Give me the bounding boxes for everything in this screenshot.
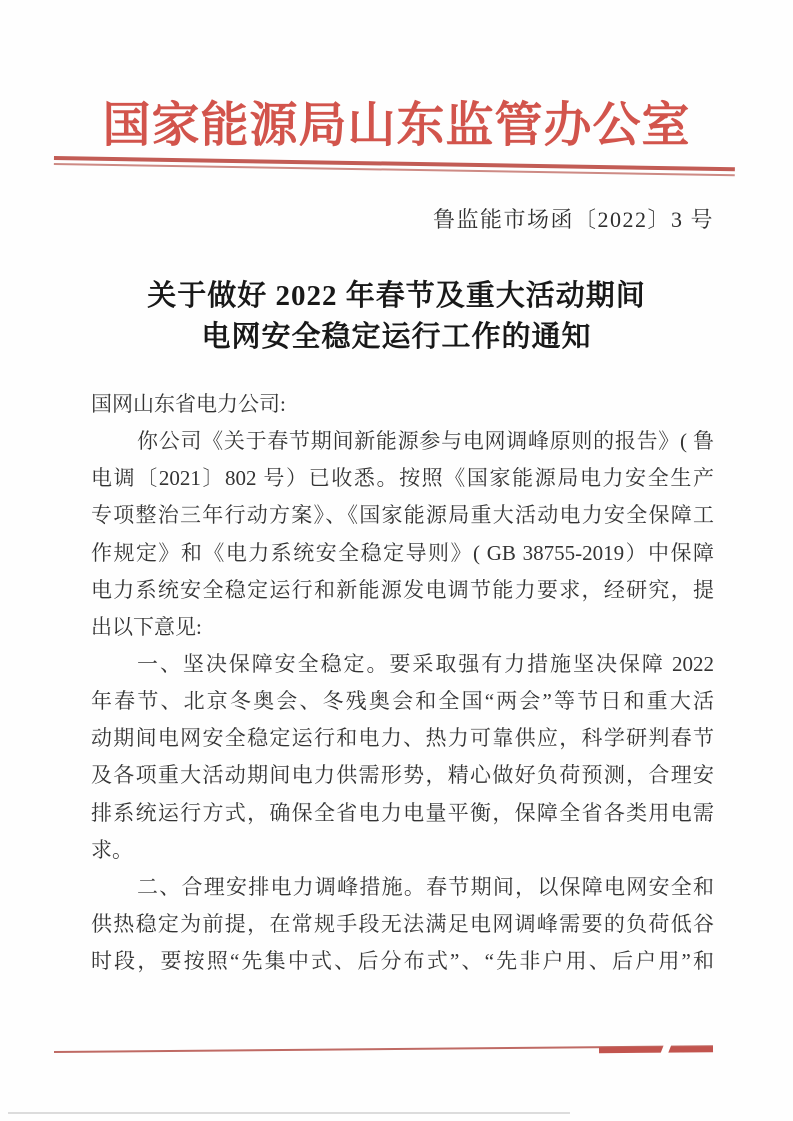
body-text-line: 及各项重大活动期间电力供需形势，精心做好负荷预测，合理安 xyxy=(91,763,714,788)
document-body xyxy=(91,386,714,980)
footer-divider-thick-segment xyxy=(599,1046,713,1053)
body-text-line: 出以下意见: xyxy=(91,614,202,639)
body-text-line: 你公司《关于春节期间新能源参与电网调峰原则的报告》( 鲁 xyxy=(137,429,714,454)
body-text-line: 电调〔2021〕802 号）已收悉。按照《国家能源局电力安全生产 xyxy=(91,466,714,491)
footer-divider-line xyxy=(54,1045,713,1053)
body-text-line: 作规定》和《电力系统安全稳定导则》( GB 38755-2019）中保障 xyxy=(91,540,714,565)
body-text-line: 一、坚决保障安全稳定。要采取强有力措施坚决保障 2022 xyxy=(137,651,714,676)
body-text-line: 二、合理安排电力调峰措施。春节期间，以保障电网安全和 xyxy=(137,874,714,899)
letterhead-divider-line xyxy=(54,156,735,176)
body-text-line: 动期间电网安全稳定运行和电力、热力可靠供应，科学研判春节 xyxy=(91,726,714,751)
salutation-line: 国网山东省电力公司: xyxy=(91,392,286,416)
body-text-line: 供热稳定为前提，在常规手段无法满足电网调峰需要的负荷低谷 xyxy=(91,911,714,936)
document-title-line-2: 电网安全稳定运行工作的通知 xyxy=(201,321,592,353)
body-text-line: 排系统运行方式，确保全省电力电量平衡，保障全省各类用电需 xyxy=(91,800,714,825)
document-title xyxy=(0,276,793,358)
footer-divider-slash-artifact xyxy=(660,1043,671,1058)
scan-page-edge-shadow xyxy=(8,1112,570,1114)
body-text-line: 电力系统安全稳定运行和新能源发电调节能力要求，经研究，提 xyxy=(91,577,714,602)
body-text-line: 时段，要按照“先集中式、后分布式”、“先非户用、后户用”和 xyxy=(91,949,714,974)
body-text-line: 专项整治三年行动方案》、《国家能源局重大活动电力安全保障工 xyxy=(91,503,714,528)
document-title-line-1: 关于做好 2022 年春节及重大活动期间 xyxy=(147,280,646,312)
body-text-line: 年春节、北京冬奥会、冬残奥会和全国“两会”等节日和重大活 xyxy=(91,689,714,714)
letterhead-agency-name: 国家能源局山东监管办公室 xyxy=(102,99,691,152)
body-text-line: 求。 xyxy=(91,837,133,862)
document-reference-number: 鲁监能市场函〔2022〕3 号 xyxy=(432,207,714,232)
